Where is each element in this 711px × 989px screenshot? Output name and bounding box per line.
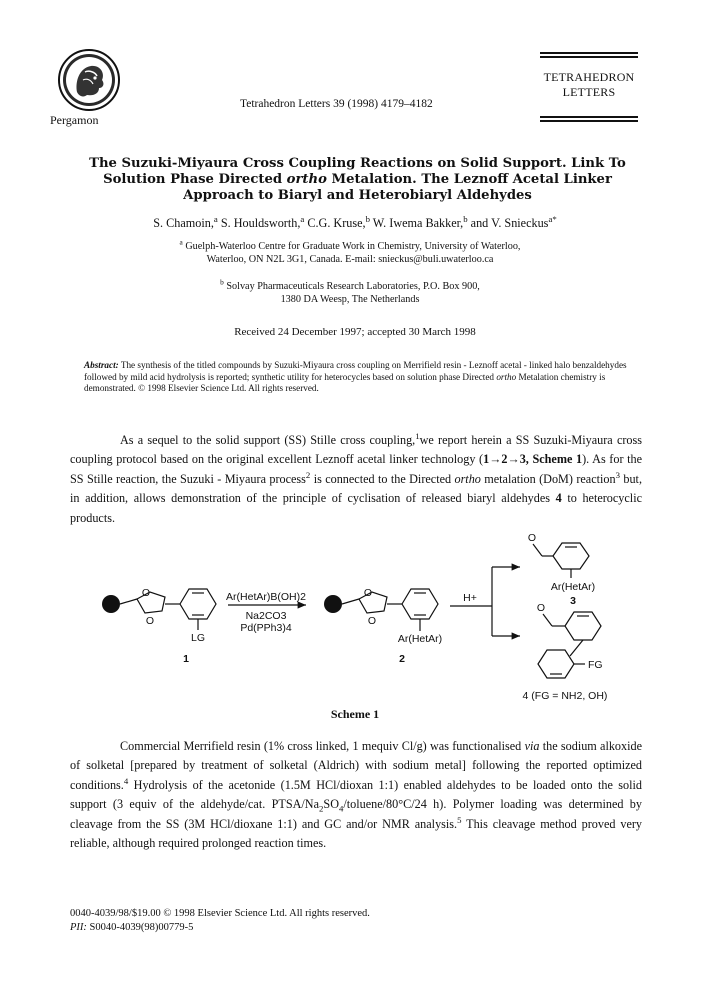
abstract-label: Abstract:	[84, 360, 119, 370]
header-rule-bottom	[540, 116, 638, 124]
affiliation-b-line2: 1380 DA Weesp, The Netherlands	[280, 293, 420, 305]
reagent-boronic-acid: Ar(HetAr)B(OH)2	[226, 591, 306, 603]
p1-text: to heterocyclic products.	[70, 491, 642, 525]
reference-mark: 5	[457, 814, 462, 825]
title-line1: The Suzuki-Miyaura Cross Coupling Reactions on Solid Support. Link To	[89, 156, 626, 171]
title-line2	[70, 172, 645, 188]
abstract-text-italic: ortho	[496, 371, 517, 382]
author-affil-mark: a*	[548, 213, 557, 224]
p2-text: the sodium alkoxide of solketal [prepared by treatment of solketal (Aldrich) with sodium metal] following the reported optimized conditions.	[70, 739, 643, 792]
p1-text: is connected to the Directed	[310, 471, 455, 486]
publisher-logo-icon	[57, 48, 121, 112]
acid-catalyst-label: H+	[463, 592, 477, 604]
copyright-footer	[70, 907, 370, 935]
p2-text: Commercial Merrifield resin (1% cross linked, 1 mequiv Cl/g) was functionalised	[120, 739, 525, 753]
compound-3-label: 3	[570, 595, 576, 607]
reagent-base: Na2CO3	[245, 610, 287, 622]
journal-reference: Tetrahedron Letters 39 (1998) 4179–4182	[240, 98, 433, 110]
ring-oxygen-label: O	[145, 615, 155, 627]
p1-text: metalation (DoM) reaction	[480, 471, 616, 486]
reagent-catalyst: Pd(PPh3)4	[240, 622, 292, 634]
author: and V. Snieckus	[470, 216, 549, 230]
title-line3: Approach to Biaryl and Heterobiaryl Aldehydes	[183, 188, 532, 203]
author: W. Iwema Bakker,	[372, 216, 464, 230]
author: C.G. Kruse,	[307, 216, 366, 230]
reference-mark: 2	[305, 469, 311, 480]
leaving-group-label: LG	[190, 632, 206, 644]
author-affil-mark: b	[463, 213, 468, 224]
journal-name-line1: TETRAHEDRON	[543, 70, 635, 84]
received-dates: Received 24 December 1997; accepted 30 March 1998	[234, 326, 476, 338]
journal-name	[520, 70, 658, 100]
pii-line	[70, 921, 370, 935]
p2-text: This cleavage method proved very reliable, although required prolonged reaction times.	[70, 816, 643, 851]
compound-4-label: 4 (FG = NH2, OH)	[522, 690, 608, 702]
aryl-substituent-label: Ar(HetAr)	[397, 633, 443, 645]
author: S. Houldsworth,	[220, 216, 301, 230]
reaction-scheme	[0, 520, 711, 720]
p1-text: As a sequel to the solid support (SS) Stille cross coupling,	[120, 433, 416, 447]
resin-bead-icon	[324, 595, 342, 613]
ring-oxygen-label: O	[367, 615, 377, 627]
reference-mark: 3	[615, 469, 620, 480]
header-rule-top	[540, 52, 638, 60]
pii-value: S0040-4039(98)00779-5	[86, 922, 194, 933]
affiliation-a-line2: Waterloo, ON N2L 3G1, Canada. E-mail: snieckus@buli.uwaterloo.ca	[206, 253, 494, 265]
author: S. Chamoin,	[153, 216, 214, 230]
p1-italic: ortho	[454, 471, 481, 486]
abstract	[84, 360, 644, 395]
copyright-line: 0040-4039/98/$19.00 © 1998 Elsevier Science Ltd. All rights reserved.	[70, 908, 370, 919]
aryl-substituent-label: Ar(HetAr)	[550, 581, 596, 593]
resin-bead-icon	[102, 595, 120, 613]
ring-oxygen-label: O	[141, 587, 151, 599]
pii-label: PII:	[70, 922, 87, 933]
p2-text: Hydrolysis of the acetonide (1.5M HCl/dioxan 1:1) enabled aldehydes to be loaded onto the solid support (3 equiv of the aldehyde/cat. PTSA/Na	[70, 777, 642, 812]
aldehyde-oxygen-label: O	[536, 602, 546, 614]
p2-subscript: 4	[339, 803, 344, 814]
compound-1-label: 1	[183, 653, 189, 665]
body-paragraph-1	[70, 431, 642, 528]
title-line2-part1: Solution Phase Directed	[103, 172, 287, 187]
author-affil-mark: a	[213, 213, 218, 224]
affiliation-a-mark: a	[179, 237, 183, 247]
affiliation-b	[50, 277, 650, 306]
title-line2-part3: Metalation. The Leznoff Acetal Linker	[326, 172, 612, 187]
article-title	[70, 156, 645, 204]
body-paragraph-2	[70, 737, 642, 853]
author-list	[60, 213, 650, 231]
abstract-text-1: The synthesis of the titled compounds by Suzuki-Miyaura cross coupling on Merrifield resin - Leznoff acetal - linked halo benzaldehydes followed by mild acid hydrolysis is reported; synthetic utility for heterocycles based on solution phase Directed	[84, 360, 627, 382]
affiliation-a	[50, 237, 650, 266]
p1-text: we report herein a SS Suzuki-Miyaura cross coupling protocol based on the original excellent Leznoff acetal linker technology (	[70, 433, 642, 467]
scheme-caption: Scheme 1	[330, 707, 380, 721]
reference-mark: 1	[415, 430, 420, 441]
functional-group-label: FG	[588, 659, 603, 671]
abstract-text-2: Metalation chemistry is demonstrated. © 1998 Elsevier Science Ltd. All rights reserved.	[84, 371, 606, 393]
author-affil-mark: b	[365, 213, 370, 224]
p2-text: /toluene/80°C/24 h). Polymer loading was determined by cleavage from the SS (3M HCl/dioxane 1:1) and GC and/or NMR analysis.	[70, 797, 642, 831]
affiliation-b-mark: b	[220, 277, 224, 287]
author-affil-mark: a	[300, 213, 305, 224]
compound-2-label: 2	[399, 653, 405, 665]
p1-text: ). As for the SS Stille reaction, the Suzuki - Miyaura process	[70, 452, 643, 486]
ring-oxygen-label: O	[363, 587, 373, 599]
p2-text: SO	[323, 797, 340, 812]
p1-bold: 1→2→3, Scheme 1	[483, 452, 583, 467]
p1-text: but, in addition, allows demonstration of the principle of cyclisation of released biaryl aldehydes	[70, 471, 642, 506]
affiliation-a-line1: Guelph-Waterloo Centre for Graduate Work in Chemistry, University of Waterloo,	[185, 241, 521, 252]
aldehyde-oxygen-label: O	[527, 532, 537, 544]
p2-italic: via	[524, 739, 540, 753]
affiliation-b-line1: Solvay Pharmaceuticals Research Laboratories, P.O. Box 900,	[226, 281, 480, 292]
journal-name-line2: LETTERS	[562, 85, 616, 99]
publisher-name: Pergamon	[50, 113, 99, 127]
p1-bold: 4	[555, 491, 562, 506]
title-line2-italic: ortho	[286, 172, 327, 187]
p2-subscript: 2	[319, 803, 324, 814]
reference-mark: 4	[123, 775, 129, 786]
